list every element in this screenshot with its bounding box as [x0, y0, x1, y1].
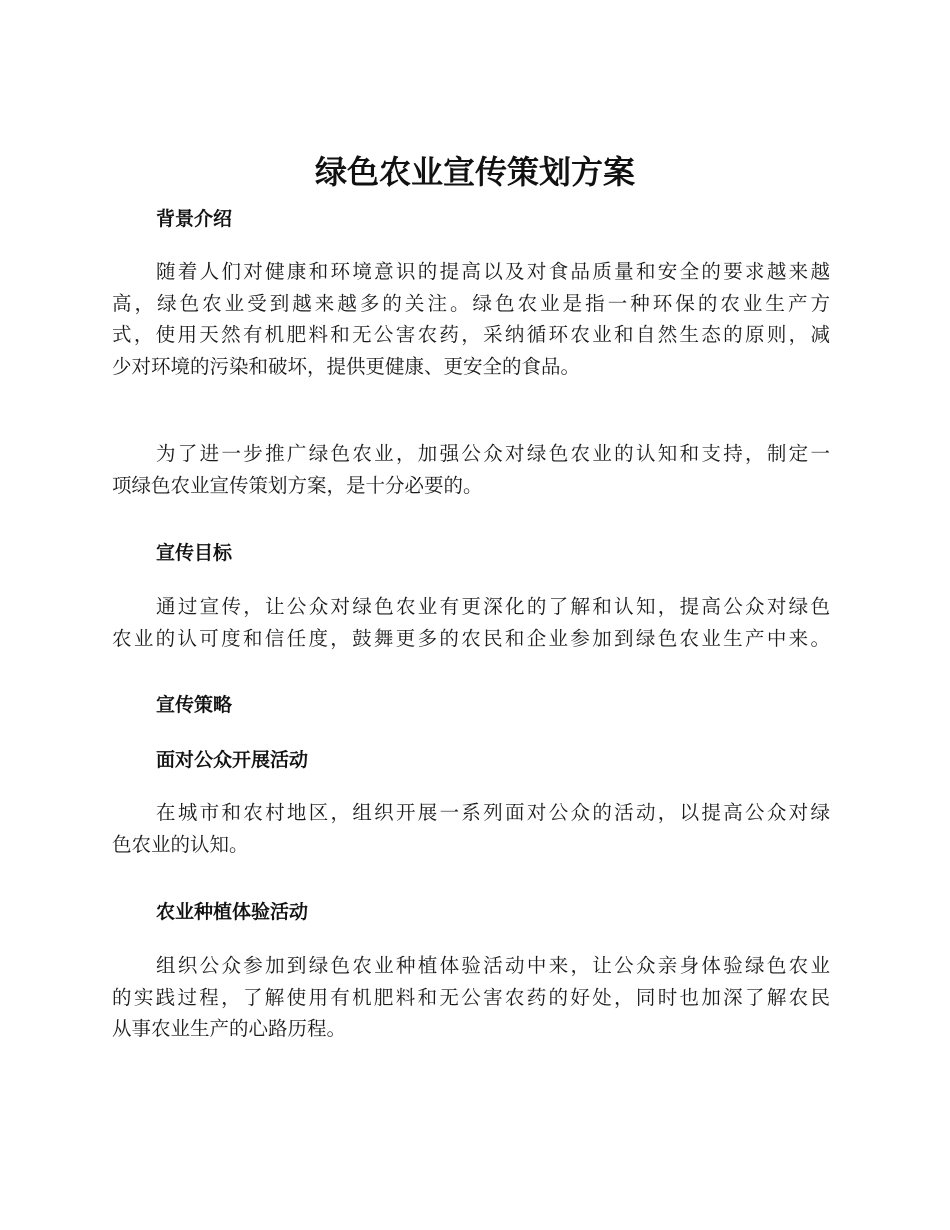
paragraph-line: 色农业的认知。: [112, 832, 249, 856]
paragraph-line: 从事农业生产的心路历程。: [112, 1017, 347, 1040]
paragraph-line: 农业的认可度和信任度，鼓舞更多的农民和企业参加到绿色农业生产中来。: [112, 626, 830, 650]
paragraph-line: 在城市和农村地区，组织开展一系列面对公众的活动，以提高公众对绿: [156, 801, 830, 824]
section-heading-public-activities: 面对公众开展活动: [156, 749, 309, 771]
paragraph-line: 的实践过程，了解使用有机肥料和无公害农药的好处，同时也加深了解农民: [112, 985, 830, 1009]
paragraph-line: 组织公众参加到绿色农业种植体验活动中来，让公众亲身体验绿色农业: [156, 954, 830, 977]
paragraph-line: 项绿色农业宣传策划方案，是十分必要的。: [112, 473, 483, 497]
section-heading-planting-experience: 农业种植体验活动: [156, 901, 309, 923]
section-heading-strategy: 宣传策略: [156, 694, 233, 716]
paragraph-background-1: [112, 256, 830, 382]
paragraph-line: 式，使用天然有机肥料和无公害农药，采纳循环农业和自然生态的原则，减: [112, 323, 830, 346]
document-title: 绿色农业宣传策划方案: [314, 153, 635, 191]
section-heading-background: 背景介绍: [156, 208, 233, 230]
paragraph-line: 高，绿色农业受到越来越多的关注。绿色农业是指一种环保的农业生产方: [112, 291, 830, 315]
paragraph-planting-experience-1: [112, 950, 830, 1045]
paragraph-goals-1: [112, 591, 830, 654]
paragraph-line: 少对环境的污染和破坏，提供更健康、更安全的食品。: [112, 354, 581, 378]
section-heading-goals: 宣传目标: [156, 542, 233, 564]
paragraph-background-2: [112, 438, 830, 501]
paragraph-line: 通过宣传，让公众对绿色农业有更深化的了解和认知，提高公众对绿色: [156, 595, 830, 618]
paragraph-line: 为了进一步推广绿色农业，加强公众对绿色农业的认知和支持，制定一: [156, 442, 830, 465]
paragraph-line: 随着人们对健康和环境意识的提高以及对食品质量和安全的要求越来越: [156, 260, 830, 283]
paragraph-public-activities-1: [112, 797, 830, 860]
